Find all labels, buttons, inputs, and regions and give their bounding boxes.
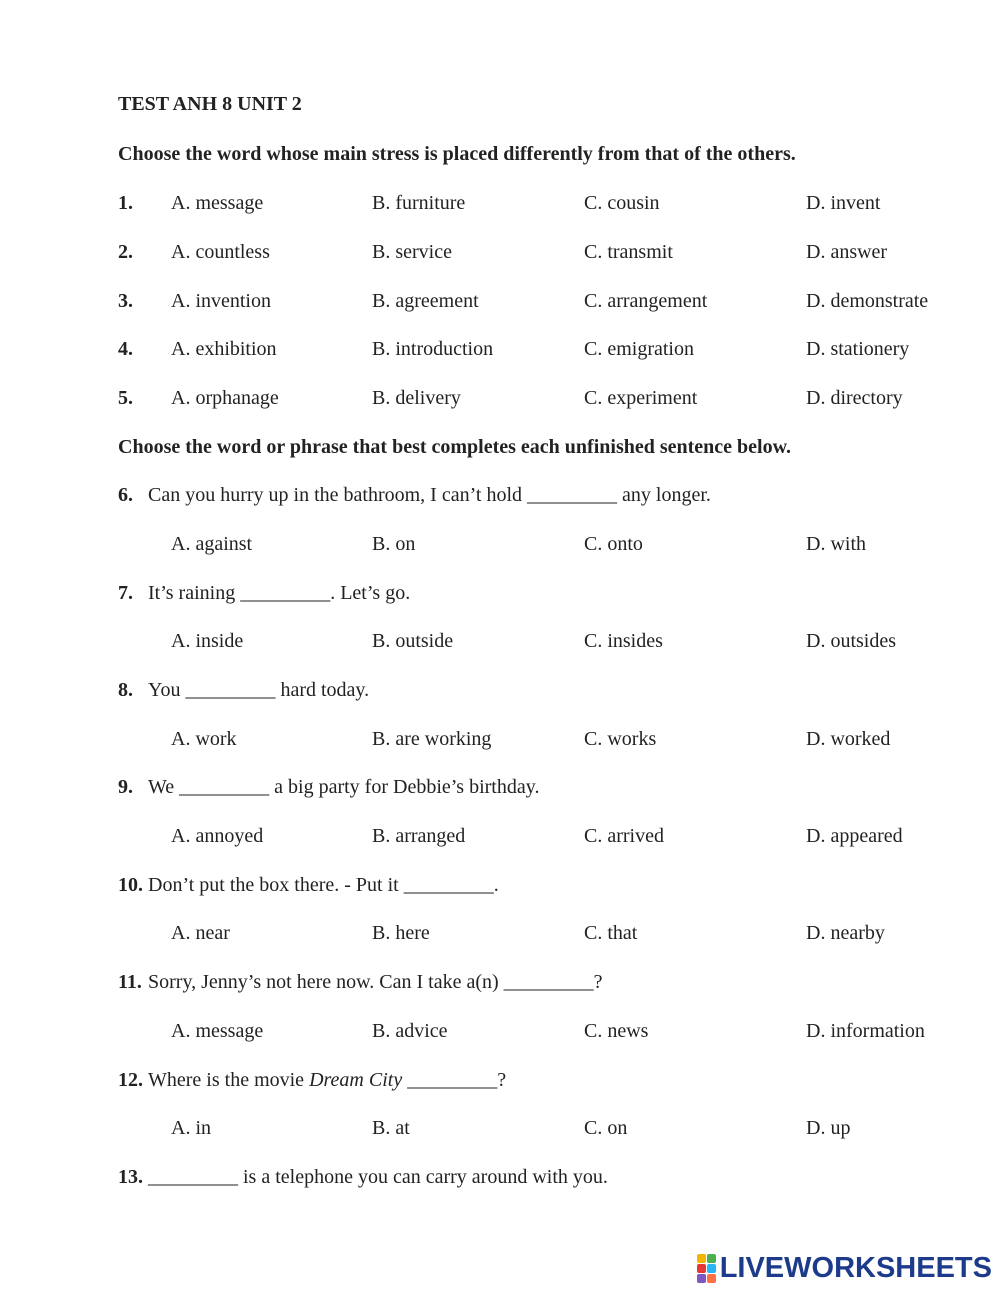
- option-d[interactable]: D. stationery: [806, 338, 910, 360]
- option-a[interactable]: A. exhibition: [171, 338, 277, 360]
- question-number: 5.: [118, 387, 133, 409]
- question-row: [0, 289, 1000, 313]
- option-d[interactable]: D. up: [806, 1117, 851, 1139]
- question-text: You _________ hard today.: [148, 679, 370, 701]
- question-text: Sorry, Jenny’s not here now. Can I take a(n) _________?: [148, 971, 603, 993]
- question-number: 8.: [118, 679, 133, 701]
- question-number: 4.: [118, 338, 133, 360]
- option-a[interactable]: A. countless: [171, 241, 270, 263]
- option-d[interactable]: D. directory: [806, 387, 903, 409]
- question-stem: [0, 1165, 1000, 1189]
- option-c[interactable]: C. arrangement: [584, 290, 708, 312]
- section1-instruction: Choose the word whose main stress is placed differently from that of the others.: [118, 143, 796, 165]
- option-c[interactable]: C. news: [584, 1020, 649, 1042]
- liveworksheets-logo-icon: [697, 1254, 716, 1283]
- option-d[interactable]: D. outsides: [806, 630, 896, 652]
- option-b[interactable]: B. agreement: [372, 290, 479, 312]
- question-text: It’s raining _________. Let’s go.: [148, 582, 411, 604]
- question-row: [0, 386, 1000, 410]
- option-a[interactable]: A. in: [171, 1117, 211, 1139]
- option-b[interactable]: B. advice: [372, 1020, 448, 1042]
- option-c[interactable]: C. cousin: [584, 192, 660, 214]
- question-number: 10.: [118, 874, 143, 896]
- page-title: TEST ANH 8 UNIT 2: [118, 93, 302, 115]
- question-text: We _________ a big party for Debbie’s birthday.: [148, 776, 540, 798]
- movie-title: Dream City: [309, 1069, 403, 1091]
- options-row: [0, 629, 1000, 653]
- question-text: _________ is a telephone you can carry around with you.: [148, 1166, 608, 1188]
- option-a[interactable]: A. annoyed: [171, 825, 264, 847]
- question-number: 11.: [118, 971, 142, 993]
- option-a[interactable]: A. inside: [171, 630, 244, 652]
- options-row: [0, 727, 1000, 751]
- options-row: [0, 532, 1000, 556]
- options-row: [0, 1116, 1000, 1140]
- option-b[interactable]: B. on: [372, 533, 416, 555]
- option-c[interactable]: C. experiment: [584, 387, 698, 409]
- option-d[interactable]: D. demonstrate: [806, 290, 929, 312]
- option-a[interactable]: A. message: [171, 192, 264, 214]
- option-a[interactable]: A. invention: [171, 290, 271, 312]
- option-d[interactable]: D. invent: [806, 192, 881, 214]
- question-number: 9.: [118, 776, 133, 798]
- question-stem: [0, 775, 1000, 799]
- question-number: 12.: [118, 1069, 143, 1091]
- option-c[interactable]: C. that: [584, 922, 638, 944]
- question-text-before: Where is the movie: [148, 1069, 310, 1091]
- question-stem: [0, 1068, 1000, 1092]
- option-b[interactable]: B. furniture: [372, 192, 466, 214]
- option-c[interactable]: C. transmit: [584, 241, 673, 263]
- option-c[interactable]: C. onto: [584, 533, 643, 555]
- option-d[interactable]: D. information: [806, 1020, 925, 1042]
- question-number: 3.: [118, 290, 133, 312]
- option-a[interactable]: A. near: [171, 922, 230, 944]
- logo-text: LIVEWORKSHEETS: [719, 1251, 992, 1284]
- options-row: [0, 921, 1000, 945]
- option-b[interactable]: B. service: [372, 241, 452, 263]
- question-number: 1.: [118, 192, 133, 214]
- question-row: [0, 240, 1000, 264]
- option-d[interactable]: D. nearby: [806, 922, 885, 944]
- option-c[interactable]: C. on: [584, 1117, 628, 1139]
- liveworksheets-logo[interactable]: [697, 1253, 992, 1283]
- option-d[interactable]: D. with: [806, 533, 866, 555]
- option-b[interactable]: B. at: [372, 1117, 410, 1139]
- question-number: 6.: [118, 484, 133, 506]
- question-number: 13.: [118, 1166, 143, 1188]
- section2-instruction: Choose the word or phrase that best completes each unfinished sentence below.: [118, 436, 791, 458]
- question-text: Can you hurry up in the bathroom, I can’t hold _________ any longer.: [148, 484, 711, 506]
- option-a[interactable]: A. orphanage: [171, 387, 279, 409]
- option-d[interactable]: D. appeared: [806, 825, 903, 847]
- options-row: [0, 1019, 1000, 1043]
- question-row: [0, 191, 1000, 215]
- question-stem: [0, 581, 1000, 605]
- question-stem: [0, 873, 1000, 897]
- option-b[interactable]: B. delivery: [372, 387, 461, 409]
- option-a[interactable]: A. against: [171, 533, 253, 555]
- option-b[interactable]: B. outside: [372, 630, 454, 652]
- option-c[interactable]: C. works: [584, 728, 657, 750]
- option-d[interactable]: D. answer: [806, 241, 888, 263]
- option-b[interactable]: B. arranged: [372, 825, 466, 847]
- question-text: [148, 1068, 506, 1092]
- option-a[interactable]: A. work: [171, 728, 237, 750]
- question-number: 2.: [118, 241, 133, 263]
- question-row: [0, 337, 1000, 361]
- question-text-after: _________?: [402, 1069, 507, 1091]
- question-stem: [0, 970, 1000, 994]
- option-b[interactable]: B. introduction: [372, 338, 494, 360]
- question-stem: [0, 483, 1000, 507]
- option-c[interactable]: C. emigration: [584, 338, 694, 360]
- option-c[interactable]: C. arrived: [584, 825, 664, 847]
- question-stem: [0, 678, 1000, 702]
- options-row: [0, 824, 1000, 848]
- option-b[interactable]: B. are working: [372, 728, 492, 750]
- option-b[interactable]: B. here: [372, 922, 430, 944]
- option-a[interactable]: A. message: [171, 1020, 264, 1042]
- question-number: 7.: [118, 582, 133, 604]
- option-c[interactable]: C. insides: [584, 630, 663, 652]
- option-d[interactable]: D. worked: [806, 728, 891, 750]
- question-text: Don’t put the box there. - Put it _________.: [148, 874, 499, 896]
